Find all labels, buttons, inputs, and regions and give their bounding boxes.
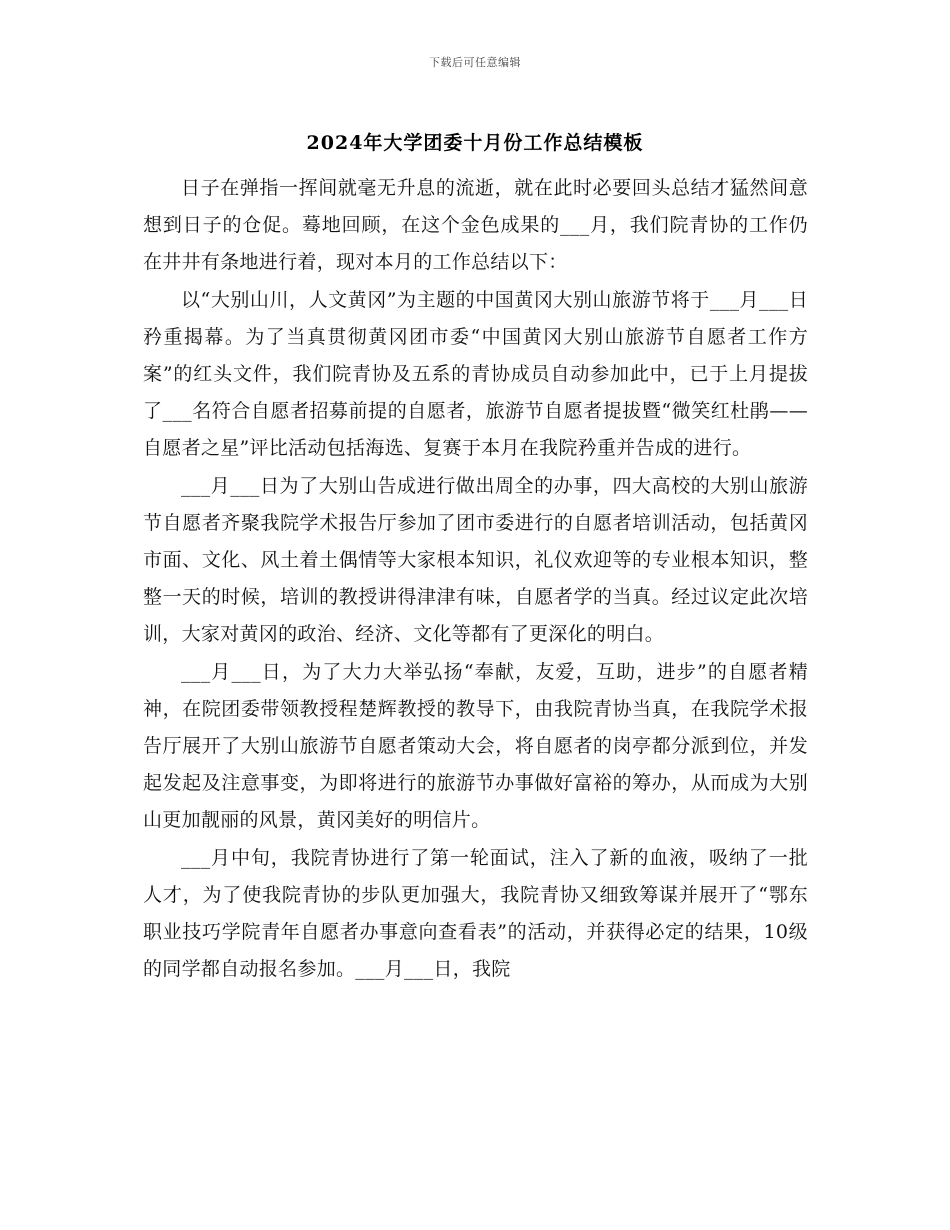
header-note: 下载后可任意编辑: [429, 56, 521, 69]
paragraph: ___月___日，为了大力大举弘扬“奉献，友爱，互助，进步”的自愿者精神，在院团委带领教授程楚辉教授的教导下，由我院青协当真，在我院学术报告厅展开了大别山旅游节自愿者策动大会，将自愿者的岗亭都分派到位，并发起发起及注意事变，为即将进行的旅游节办事做好富裕的筹办，从而成为大别山更加靓丽的风景，黄冈美好的明信片。: [143, 660, 808, 832]
paragraph: 日子在弹指一挥间就毫无升息的流逝，就在此时必要回头总结才猛然间意想到日子的仓促。蓦地回顾，在这个金色成果的___月，我们院青协的工作仍在井井有条地进行着，现对本月的工作总结以下：: [143, 177, 808, 274]
paragraph: ___月中旬，我院青协进行了第一轮面试，注入了新的血液，吸纳了一批人才，为了使我院青协的步队更加强大，我院青协又细致筹谋并展开了“鄂东职业技巧学院青年自愿者办事意向查看表”的活动，并获得必定的结果，10级的同学都自动报名参加。___月___日，我院: [143, 846, 808, 981]
page-title: 2024年大学团委十月份工作总结模板: [306, 132, 644, 154]
document-body: [143, 170, 808, 988]
paragraph: 以“大别山川，人文黄冈”为主题的中国黄冈大别山旅游节将于___月___日矜重揭幕。为了当真贯彻黄冈团市委“中国黄冈大别山旅游节自愿者工作方案”的红头文件，我们院青协及五系的青协成员自动参加此中，已于上月提拔了___名符合自愿者招募前提的自愿者，旅游节自愿者提拔暨“微笑红杜鹃——自愿者之星”评比活动包括海选、复赛于本月在我院矜重并告成的进行。: [143, 288, 808, 460]
paragraph: ___月___日为了大别山告成进行做出周全的办事，四大高校的大别山旅游节自愿者齐聚我院学术报告厅参加了团市委进行的自愿者培训活动，包括黄冈市面、文化、风土着土偶情等大家根本知识，礼仪欢迎等的专业根本知识，整整一天的时候，培训的教授讲得津津有味，自愿者学的当真。经过议定此次培训，大家对黄冈的政治、经济、文化等都有了更深化的明白。: [143, 474, 808, 646]
